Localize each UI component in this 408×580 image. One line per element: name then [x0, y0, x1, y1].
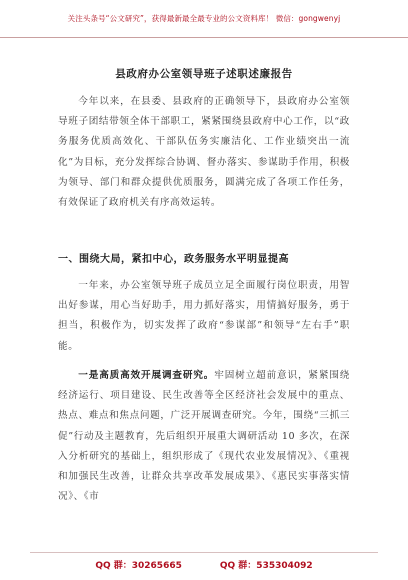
section1-subparagraph: [58, 366, 350, 507]
section1-heading: 一、围绕大局，紧扣中心，政务服务水平明显提高: [58, 254, 289, 265]
intro-paragraph: [58, 92, 350, 213]
sub-text: 牢固树立超前意识，紧紧围绕经济运行、项目建设、民生改善等全区经济社会发展中的重点、热点、难点和焦点问题，广泛开展调查研究。今年，围绕“三抓三促”行动及主题教育，先后组织开展重大调研活动 10 多次，在深入分析研究的基础上，组织形成了《现代农业发展情况》、《重视和加强民生改善，让群众共享改革发展成果》、《惠民实事落实情况》、《市: [58, 370, 350, 503]
sub-heading-bold: 一是高质高效开展调查研究。: [78, 370, 215, 381]
top-banner: [0, 0, 408, 38]
footer: [0, 558, 408, 574]
section1-paragraph: [58, 276, 350, 357]
intro-text: 今年以来，在县委、县政府的正确领导下，县政府办公室领导班子团结带领全体干部职工，紧紧围绕县政府中心工作，以“政务服务优质高效化、干部队伍务实廉洁化、工作业绩突出一流化”为目标，充分发挥综合协调、督办落实、参谋助手作用，积极为领导、部门和群众提供优质服务，圆满完成了各项工作任务，有效保证了政府机关有序高效运转。: [58, 96, 350, 209]
document-title: 县政府办公室领导班子述职述廉报告: [115, 68, 293, 80]
banner-text: 关注头条号“公文研究”，获得最新最全最专业的公文资料库！ 微信：gongwenyj: [67, 14, 341, 23]
footer-qq-1: QQ 群：30265665: [95, 561, 182, 571]
section1-text: 一年来，办公室领导班子成员立足全面履行岗位职责，用智出好参谋，用心当好助手，用力抓好落实，用情搞好服务，勇于担当，积极作为，切实发挥了政府“参谋部”和领导“左右手”职能。: [58, 280, 350, 352]
footer-divider: [30, 552, 378, 553]
footer-qq-2: QQ 群：535304092: [219, 561, 313, 571]
